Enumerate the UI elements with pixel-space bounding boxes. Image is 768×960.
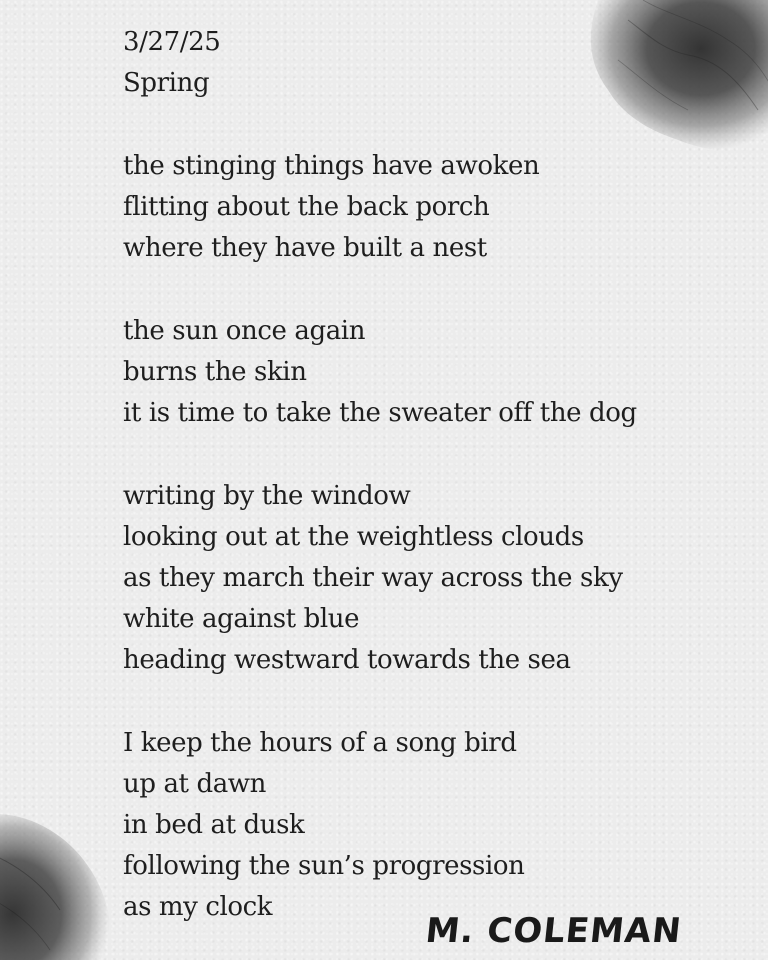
signature [425, 900, 685, 956]
poem-line: up at dawn [123, 769, 267, 799]
poem-line: as they march their way across the sky [123, 563, 623, 593]
poem-line: as my clock [123, 892, 273, 922]
poem-line: writing by the window [123, 481, 411, 511]
poem [123, 22, 683, 928]
poem-line: following the sun’s progression [123, 851, 525, 881]
poem-line: in bed at dusk [123, 810, 305, 840]
poem-line: it is time to take the sweater off the dog [123, 398, 637, 428]
poem-line: white against blue [123, 604, 360, 634]
signature-text: M. COLEMAN [425, 911, 684, 951]
poem-line: heading westward towards the sea [123, 645, 571, 675]
poem-date: 3/27/25 [123, 27, 221, 57]
poem-line: where they have built a nest [123, 233, 487, 263]
poem-line: I keep the hours of a song bird [123, 728, 517, 758]
poem-line: flitting about the back porch [123, 192, 490, 222]
ink-blot-bottom-left [0, 800, 130, 960]
poem-line: burns the skin [123, 357, 307, 387]
poem-line: the sun once again [123, 316, 366, 346]
poem-line: looking out at the weightless clouds [123, 522, 584, 552]
poem-line: the stinging things have awoken [123, 151, 540, 181]
poem-title: Spring [123, 68, 210, 98]
